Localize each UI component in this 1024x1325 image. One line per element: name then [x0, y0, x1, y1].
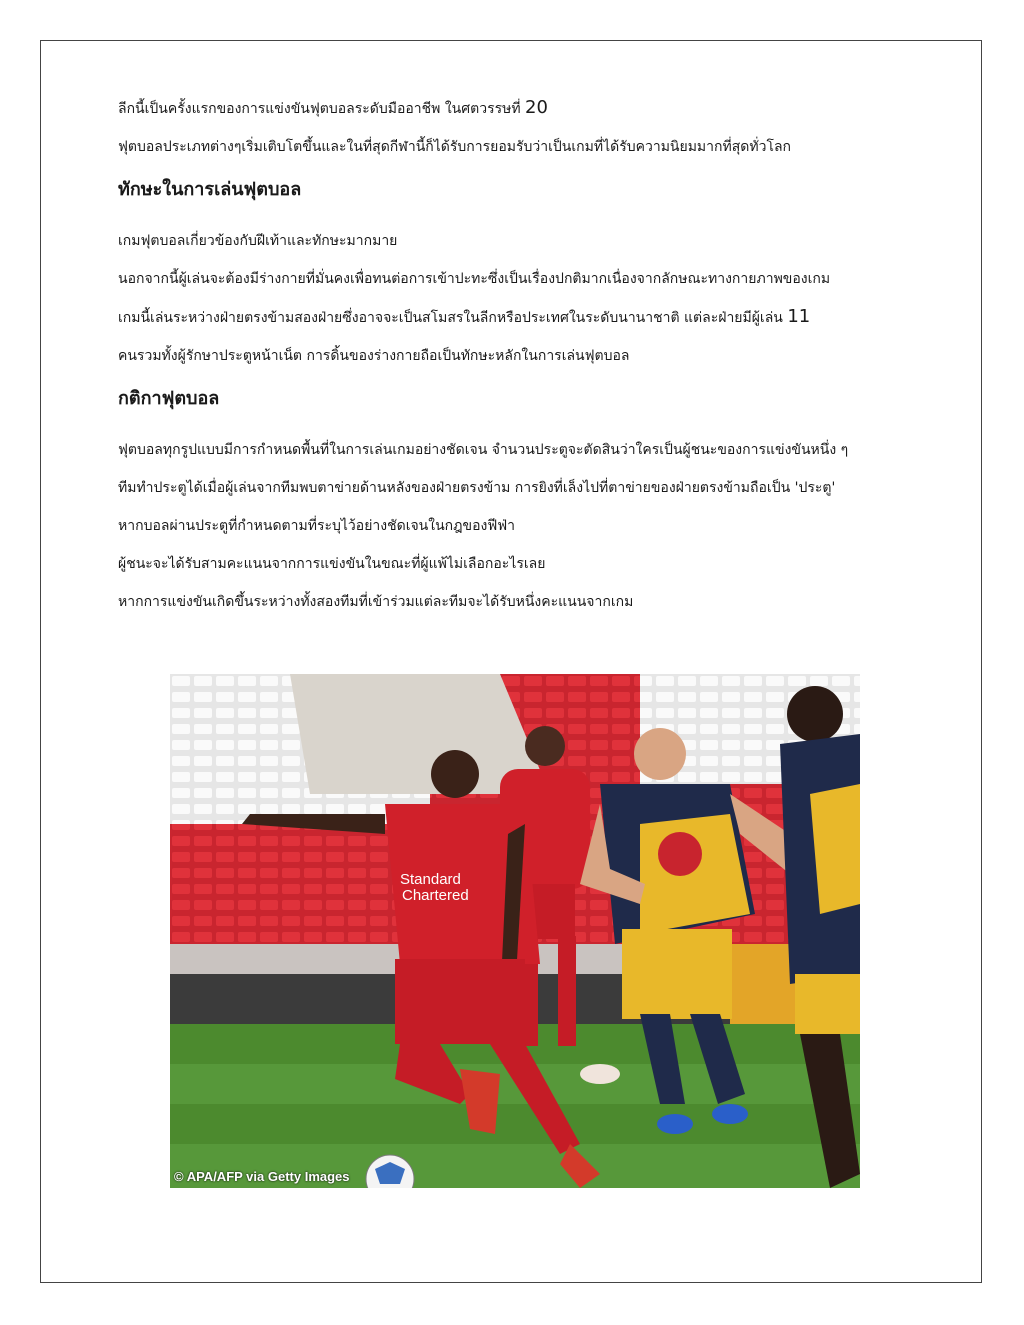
- football-match-illustration: [170, 674, 860, 1188]
- svg-text:Chartered: Chartered: [402, 887, 469, 904]
- document-body: [118, 96, 908, 628]
- intro-line-1-text: ลีกนี้เป็นครั้งแรกของการแข่งขันฟุตบอลระดับมืออาชีพ ในศตวรรษที่: [118, 101, 526, 117]
- football-match-photo: [170, 674, 860, 1188]
- skills-line-3: [118, 305, 908, 330]
- skills-line-2: นอกจากนี้ผู้เล่นจะต้องมีร่างกายที่มั่นคงเพื่อทนต่อการเข้าปะทะซึ่งเป็นเรื่องปกติมากเนื่องจากลักษณะทางกายภาพของเกม: [118, 271, 831, 287]
- rules-line-2: ทีมทำประตูได้เมื่อผู้เล่นจากทีมพบตาข่ายด้านหลังของฝ่ายตรงข้าม การยิงที่เล็งไปที่ตาข่ายของฝ่ายตรงข้ามถือเป็น 'ประตู': [118, 480, 836, 496]
- intro-century-number: 20: [525, 97, 548, 118]
- intro-line-1: [118, 96, 908, 121]
- rules-line-4: ผู้ชนะจะได้รับสามคะแนนจากการแข่งขันในขณะที่ผู้แพ้ไม่เลือกอะไรเลย: [118, 556, 546, 572]
- rules-heading: กติกาฟุตบอล: [118, 388, 220, 409]
- skills-line-1: เกมฟุตบอลเกี่ยวข้องกับฝีเท้าและทักษะมากมาย: [118, 233, 398, 249]
- rules-line-5: หากการแข่งขันเกิดขึ้นระหว่างทั้งสองทีมที่เข้าร่วมแต่ละทีมจะได้รับหนึ่งคะแนนจากเกม: [118, 594, 634, 610]
- players-count-number: 11: [787, 306, 811, 327]
- rules-line-1: ฟุตบอลทุกรูปแบบมีการกำหนดพื้นที่ในการเล่นเกมอย่างชัดเจน จำนวนประตูจะตัดสินว่าใครเป็นผู้ชนะของการแข่งขันหนึ่ง ๆ: [118, 442, 849, 458]
- skills-heading: ทักษะในการเล่นฟุตบอล: [118, 179, 302, 200]
- rules-line-3: หากบอลผ่านประตูที่กำหนดตามที่ระบุไว้อย่างชัดเจนในกฎของฟีฟ่า: [118, 518, 516, 534]
- skills-line-4: คนรวมทั้งผู้รักษาประตูหน้าเน็ต การดิ้นของร่างกายถือเป็นทักษะหลักในการเล่นฟุตบอล: [118, 348, 630, 364]
- intro-line-2: ฟุตบอลประเภทต่างๆเริ่มเติบโตขึ้นและในที่สุดกีฬานี้ก็ได้รับการยอมรับว่าเป็นเกมที่ได้รับความนิยมมากที่สุดทั่วโลก: [118, 139, 792, 155]
- photo-credit: © APA/AFP via Getty Images: [174, 1169, 350, 1184]
- skills-line-3-text: เกมนี้เล่นระหว่างฝ่ายตรงข้ามสองฝ่ายซึ่งอาจจะเป็นสโมสรในลีกหรือประเทศในระดับนานาชาติ แต่ละฝ่ายมีผู้เล่น: [118, 310, 788, 326]
- svg-text:Standard: Standard: [400, 871, 461, 888]
